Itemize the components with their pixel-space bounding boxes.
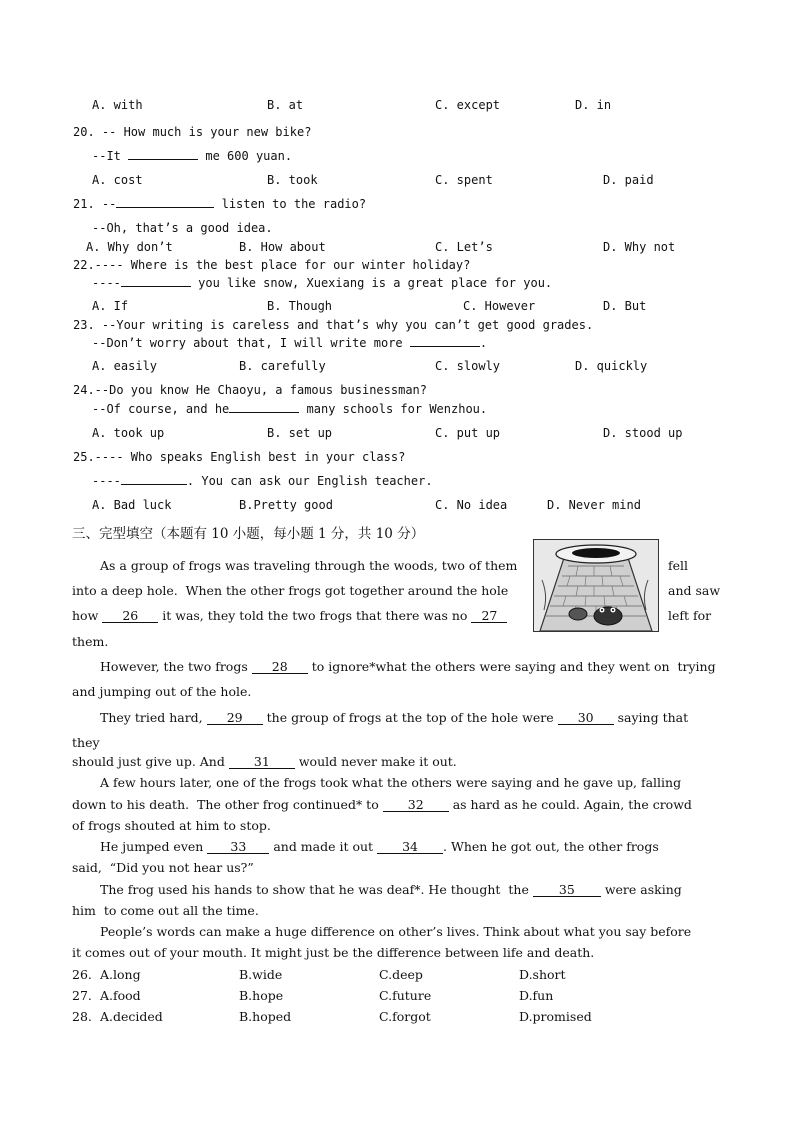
- q21-option-a: A. Why don’t: [86, 240, 173, 254]
- q24-option-b: B. set up: [267, 426, 333, 440]
- q23-answer-suffix: .: [479, 336, 488, 350]
- q20-answer-line: [92, 149, 292, 164]
- q25-option-c: C. No idea: [435, 498, 508, 512]
- passage-para-3-line-1: [100, 710, 688, 725]
- blank-31: 31: [229, 756, 295, 769]
- passage-line-1: As a group of frogs was traveling through the woods, two of them: [100, 558, 518, 573]
- q22-stem: 22.---- Where is the best place for our winter holiday?: [73, 258, 471, 272]
- q22-answer-line: [92, 276, 552, 291]
- q24-answer-line: [92, 402, 487, 417]
- passage-line-3-mid: it was, they told the two frogs that there was no: [162, 608, 468, 623]
- q22-option-d: D. But: [603, 299, 647, 313]
- q24-option-a: A. took up: [92, 426, 165, 440]
- frogs-in-well-illustration: [533, 539, 659, 632]
- q27-number: 27.: [72, 988, 92, 1003]
- passage-para-6-line-1: [100, 882, 682, 897]
- q26-number: 26.: [72, 967, 92, 982]
- passage-line-2: into a deep hole. When the other frogs got together around the hole: [72, 583, 509, 598]
- passage-para-3-end: saying that: [617, 710, 689, 725]
- passage-para-4-line-2: [72, 797, 692, 812]
- q21-option-b: B. How about: [239, 240, 326, 254]
- q26-option-b: B.wide: [239, 967, 283, 982]
- q19-option-a: A. with: [92, 98, 143, 112]
- q20-option-d: D. paid: [603, 173, 654, 187]
- q25-option-a: A. Bad luck: [92, 498, 172, 512]
- q28-option-b: B.hoped: [239, 1009, 292, 1024]
- q22-answer-prefix: ----: [92, 276, 121, 290]
- q23-option-a: A. easily: [92, 359, 158, 373]
- q28-number: 28.: [72, 1009, 92, 1024]
- q28-option-d: D.promised: [519, 1009, 592, 1024]
- q20-option-c: C. spent: [435, 173, 493, 187]
- q19-option-c: C. except: [435, 98, 501, 112]
- q23-blank: [410, 346, 480, 347]
- q22-blank: [121, 286, 191, 287]
- passage-para-6-end: were asking: [604, 882, 682, 897]
- q23-option-b: B. carefully: [239, 359, 326, 373]
- q23-stem: 23. --Your writing is careless and that’s why you can’t get good grades.: [73, 318, 594, 332]
- q23-answer-prefix: --Don’t worry about that, I will write more: [92, 336, 403, 350]
- q26-option-d: D.short: [519, 967, 566, 982]
- q26-option-c: C.deep: [379, 967, 423, 982]
- passage-para-6-start: The frog used his hands to show that he was deaf*. He thought the: [100, 882, 529, 897]
- blank-32: 32: [383, 799, 449, 812]
- q21-option-c: C. Let’s: [435, 240, 493, 254]
- q19-option-b: B. at: [267, 98, 304, 112]
- blank-34: 34: [377, 841, 443, 854]
- q28-option-c: C.forgot: [379, 1009, 431, 1024]
- q25-option-d: D. Never mind: [547, 498, 641, 512]
- q25-answer-suffix: . You can ask our English teacher.: [186, 474, 433, 488]
- q21-stem-suffix: listen to the radio?: [221, 197, 367, 211]
- q20-blank: [128, 159, 198, 160]
- blank-35: 35: [533, 884, 601, 897]
- q21-stem: [73, 197, 366, 212]
- q27-option-b: B.hope: [239, 988, 284, 1003]
- passage-para-2-start: However, the two frogs: [100, 659, 248, 674]
- q24-answer-prefix: --Of course, and he: [92, 402, 230, 416]
- passage-para-6-line-2: him to come out all the time.: [72, 903, 259, 918]
- q26-option-a: A.long: [100, 967, 141, 982]
- q27-option-c: C.future: [379, 988, 432, 1003]
- q22-answer-suffix: you like snow, Xuexiang is a great place for you.: [198, 276, 553, 290]
- q23-option-d: D. quickly: [575, 359, 648, 373]
- passage-para-3-l3-start: should just give up. And: [72, 754, 225, 769]
- q27-option-d: D.fun: [519, 988, 554, 1003]
- q22-option-b: B. Though: [267, 299, 333, 313]
- passage-para-2-line-2: and jumping out of the hole.: [72, 684, 252, 699]
- q25-answer-prefix: ----: [92, 474, 121, 488]
- passage-para-3-start: They tried hard,: [100, 710, 203, 725]
- q21-stem-prefix: 21. --: [73, 197, 117, 211]
- q25-blank: [121, 484, 187, 485]
- passage-para-4-line-3: of frogs shouted at him to stop.: [72, 818, 271, 833]
- passage-line-3-start: how: [72, 608, 99, 623]
- q25-option-b: B.Pretty good: [239, 498, 333, 512]
- passage-line-3: [72, 608, 507, 623]
- blank-28: 28: [252, 661, 308, 674]
- passage-para-5-line-2: said, “Did you not hear us?”: [72, 860, 254, 875]
- passage-para-2-line-1: [100, 659, 716, 674]
- passage-para-3-mid: the group of frogs at the top of the hole were: [266, 710, 554, 725]
- q23-answer-line: [92, 336, 487, 351]
- q20-stem: 20. -- How much is your new bike?: [73, 125, 312, 139]
- section-3-title: 三、完型填空（本题有 10 小题，每小题 1 分，共 10 分）: [72, 526, 425, 542]
- q20-option-b: B. took: [267, 173, 318, 187]
- q24-option-d: D. stood up: [603, 426, 683, 440]
- q19-option-d: D. in: [575, 98, 612, 112]
- q20-answer-prefix: --It: [92, 149, 121, 163]
- passage-line-2-end: and saw: [668, 583, 721, 598]
- q25-answer-line: [92, 474, 433, 489]
- blank-27: 27: [471, 610, 507, 623]
- passage-para-5-end: . When he got out, the other frogs: [443, 839, 659, 854]
- blank-26: 26: [102, 610, 158, 623]
- q20-answer-suffix: me 600 yuan.: [205, 149, 293, 163]
- passage-line-1-end: fell: [668, 558, 689, 573]
- passage-para-5-line-1: [100, 839, 659, 854]
- passage-para-4-line-1: A few hours later, one of the frogs took what the others were saying and he gave up, falling: [100, 775, 682, 790]
- q22-option-a: A. If: [92, 299, 129, 313]
- passage-para-3-line-2: they: [72, 735, 100, 750]
- q21-blank: [116, 207, 214, 208]
- passage-line-4: them.: [72, 634, 109, 649]
- passage-para-5-start: He jumped even: [100, 839, 204, 854]
- q22-option-c: C. However: [463, 299, 536, 313]
- passage-para-3-l3-end: would never make it out.: [298, 754, 457, 769]
- q28-option-a: A.decided: [100, 1009, 163, 1024]
- passage-para-7-line-1: People’s words can make a huge difference on other’s lives. Think about what you say before: [100, 924, 692, 939]
- q24-answer-suffix: many schools for Wenzhou.: [306, 402, 488, 416]
- q24-blank: [229, 412, 299, 413]
- passage-para-3-line-3: [72, 754, 457, 769]
- blank-33: 33: [207, 841, 269, 854]
- q24-stem: 24.--Do you know He Chaoyu, a famous businessman?: [73, 383, 428, 397]
- q21-reply: --Oh, that’s a good idea.: [92, 221, 273, 235]
- q25-stem: 25.---- Who speaks English best in your class?: [73, 450, 406, 464]
- blank-29: 29: [207, 712, 263, 725]
- q24-option-c: C. put up: [435, 426, 501, 440]
- q20-option-a: A. cost: [92, 173, 143, 187]
- passage-para-5-mid: and made it out: [273, 839, 374, 854]
- q23-option-c: C. slowly: [435, 359, 501, 373]
- blank-30: 30: [558, 712, 614, 725]
- passage-line-3-end: left for: [668, 608, 712, 623]
- passage-para-2-rest: to ignore*what the others were saying and they went on trying: [311, 659, 716, 674]
- q21-option-d: D. Why not: [603, 240, 676, 254]
- passage-para-4-l2-start: down to his death. The other frog continued* to: [72, 797, 379, 812]
- q27-option-a: A.food: [100, 988, 141, 1003]
- passage-para-4-l2-end: as hard as he could. Again, the crowd: [452, 797, 692, 812]
- passage-para-7-line-2: it comes out of your mouth. It might just be the difference between life and death.: [72, 945, 595, 960]
